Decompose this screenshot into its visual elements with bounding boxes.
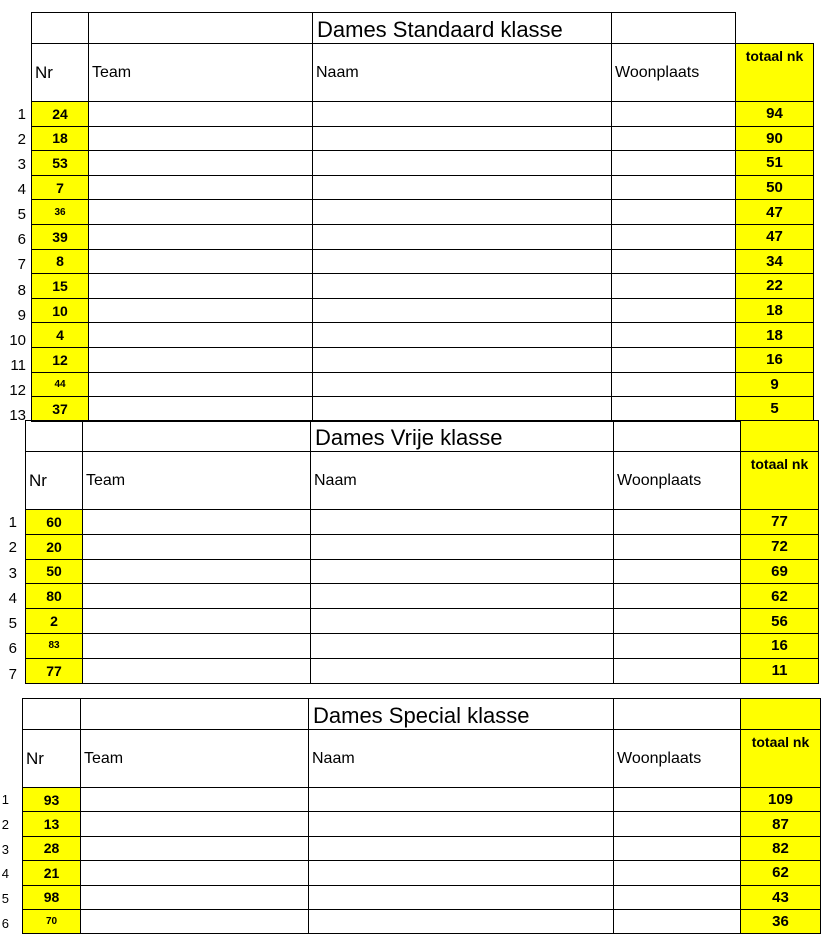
nr-cell: 13 — [23, 812, 81, 836]
woonplaats-cell — [612, 224, 736, 249]
nr-cell: 70 — [23, 909, 81, 933]
nr-cell: 12 — [32, 347, 89, 372]
totaal-cell: 22 — [736, 274, 814, 299]
totaal-cell: 47 — [736, 224, 814, 249]
totaal-cell: 69 — [741, 559, 819, 584]
naam-cell — [311, 559, 614, 584]
team-cell — [81, 812, 309, 836]
team-cell — [89, 298, 313, 323]
table-row — [32, 274, 814, 299]
naam-cell — [311, 609, 614, 634]
title-blank-cell — [89, 13, 313, 44]
woonplaats-cell — [612, 102, 736, 127]
naam-cell — [313, 175, 612, 200]
nr-cell: 7 — [32, 175, 89, 200]
nr-cell: 98 — [23, 885, 81, 909]
woonplaats-cell — [612, 274, 736, 299]
team-cell — [81, 836, 309, 860]
row-index: 5 — [8, 615, 17, 633]
title-blank-cell — [32, 13, 89, 44]
table-row — [23, 812, 821, 836]
team-cell — [89, 102, 313, 127]
row-index: 13 — [9, 407, 26, 424]
title-row — [26, 421, 819, 452]
woonplaats-cell — [612, 200, 736, 225]
naam-cell — [313, 200, 612, 225]
row-index: 2 — [1, 816, 9, 832]
header-naam: Naam — [311, 452, 614, 510]
naam-cell — [313, 323, 612, 348]
totaal-cell: 43 — [741, 885, 821, 909]
naam-cell — [309, 812, 614, 836]
row-index: 3 — [8, 564, 17, 582]
team-cell — [81, 788, 309, 812]
title-blank-cell — [26, 421, 83, 452]
section-title: Dames Vrije klasse — [311, 421, 614, 452]
header-team: Team — [81, 730, 309, 788]
title-blank-cell — [614, 421, 741, 452]
table-row — [26, 658, 819, 683]
table-row — [26, 609, 819, 634]
team-cell — [81, 909, 309, 933]
woonplaats-cell — [614, 633, 741, 658]
naam-cell — [309, 788, 614, 812]
section-title: Dames Standaard klasse — [313, 13, 612, 44]
row-index: 6 — [17, 231, 26, 249]
naam-cell — [309, 909, 614, 933]
naam-cell — [311, 534, 614, 559]
row-index: 1 — [1, 791, 9, 807]
header-naam: Naam — [313, 44, 612, 102]
header-woonplaats: Woonplaats — [614, 452, 741, 510]
naam-cell — [309, 885, 614, 909]
table-row — [23, 861, 821, 885]
table-row — [26, 559, 819, 584]
totaal-cell: 18 — [736, 298, 814, 323]
table-row — [26, 510, 819, 535]
table-row — [32, 249, 814, 274]
row-index: 4 — [1, 866, 9, 882]
nr-cell: 50 — [26, 559, 83, 584]
totaal-cell: 47 — [736, 200, 814, 225]
title-blank-cell — [741, 421, 819, 452]
woonplaats-cell — [612, 249, 736, 274]
team-cell — [89, 126, 313, 151]
team-cell — [83, 584, 311, 609]
woonplaats-cell — [614, 534, 741, 559]
nr-cell: 8 — [32, 249, 89, 274]
title-row — [23, 699, 821, 730]
naam-cell — [313, 151, 612, 176]
woonplaats-cell — [614, 909, 741, 933]
totaal-cell: 18 — [736, 323, 814, 348]
totaal-cell: 72 — [741, 534, 819, 559]
nr-cell: 20 — [26, 534, 83, 559]
row-index: 1 — [8, 513, 17, 531]
totaal-cell: 34 — [736, 249, 814, 274]
totaal-cell: 62 — [741, 861, 821, 885]
row-index: 7 — [8, 665, 17, 683]
row-index: 5 — [1, 891, 9, 907]
header-totaal-nk: totaal nk — [741, 452, 819, 510]
section-title: Dames Special klasse — [309, 699, 614, 730]
naam-cell — [311, 658, 614, 683]
totaal-cell: 87 — [741, 812, 821, 836]
totaal-cell: 5 — [736, 397, 814, 422]
header-nr: Nr — [32, 44, 89, 102]
team-cell — [89, 249, 313, 274]
row-index: 12 — [9, 381, 26, 399]
results-table — [22, 698, 821, 934]
naam-cell — [313, 372, 612, 397]
row-index: 4 — [17, 181, 26, 199]
title-blank-cell — [612, 13, 736, 44]
woonplaats-cell — [614, 584, 741, 609]
totaal-cell: 90 — [736, 126, 814, 151]
naam-cell — [309, 861, 614, 885]
team-cell — [89, 372, 313, 397]
nr-cell: 60 — [26, 510, 83, 535]
nr-cell: 28 — [23, 836, 81, 860]
woonplaats-cell — [614, 559, 741, 584]
naam-cell — [311, 510, 614, 535]
row-index: 3 — [17, 156, 26, 173]
row-index: 9 — [17, 306, 26, 324]
row-index: 8 — [17, 281, 26, 299]
team-cell — [89, 224, 313, 249]
table-row — [32, 323, 814, 348]
totaal-cell: 9 — [736, 372, 814, 397]
team-cell — [81, 885, 309, 909]
row-index: 10 — [9, 331, 26, 349]
nr-cell: 21 — [23, 861, 81, 885]
totaal-cell: 109 — [741, 788, 821, 812]
header-totaal-nk: totaal nk — [736, 44, 814, 102]
naam-cell — [313, 347, 612, 372]
nr-cell: 53 — [32, 151, 89, 176]
header-row — [23, 730, 821, 788]
header-woonplaats: Woonplaats — [614, 730, 741, 788]
totaal-cell: 51 — [736, 151, 814, 176]
nr-cell: 24 — [32, 102, 89, 127]
woonplaats-cell — [614, 510, 741, 535]
totaal-cell: 62 — [741, 584, 819, 609]
table-row — [32, 224, 814, 249]
team-cell — [89, 151, 313, 176]
woonplaats-cell — [612, 126, 736, 151]
title-blank-cell — [23, 699, 81, 730]
title-row — [32, 13, 814, 44]
woonplaats-cell — [614, 658, 741, 683]
woonplaats-cell — [612, 397, 736, 422]
table-row — [32, 397, 814, 422]
team-cell — [83, 534, 311, 559]
table-row — [32, 372, 814, 397]
team-cell — [89, 397, 313, 422]
totaal-cell: 56 — [741, 609, 819, 634]
totaal-cell: 16 — [741, 633, 819, 658]
woonplaats-cell — [614, 885, 741, 909]
title-blank-cell — [741, 699, 821, 730]
row-index: 3 — [1, 841, 9, 857]
nr-cell: 37 — [32, 397, 89, 422]
team-cell — [89, 347, 313, 372]
table-row — [32, 102, 814, 127]
table-row — [32, 347, 814, 372]
row-index: 1 — [17, 105, 26, 123]
naam-cell — [313, 397, 612, 422]
woonplaats-cell — [614, 861, 741, 885]
totaal-cell: 50 — [736, 175, 814, 200]
row-index: 11 — [10, 356, 26, 374]
nr-cell: 2 — [26, 609, 83, 634]
row-index: 6 — [8, 640, 17, 658]
header-team: Team — [83, 452, 311, 510]
totaal-cell: 16 — [736, 347, 814, 372]
table-row — [23, 909, 821, 933]
naam-cell — [313, 249, 612, 274]
header-nr: Nr — [23, 730, 81, 788]
row-index: 4 — [8, 589, 17, 607]
row-index: 5 — [17, 206, 26, 224]
naam-cell — [311, 633, 614, 658]
team-cell — [83, 609, 311, 634]
totaal-cell: 77 — [741, 510, 819, 535]
woonplaats-cell — [612, 323, 736, 348]
table-row — [32, 151, 814, 176]
nr-cell: 80 — [26, 584, 83, 609]
table-row — [32, 126, 814, 151]
woonplaats-cell — [612, 151, 736, 176]
row-index: 2 — [17, 130, 26, 148]
row-index: 2 — [8, 539, 17, 557]
team-cell — [83, 510, 311, 535]
nr-cell: 44 — [32, 372, 89, 397]
nr-cell: 39 — [32, 224, 89, 249]
woonplaats-cell — [614, 836, 741, 860]
table-row — [23, 885, 821, 909]
woonplaats-cell — [612, 372, 736, 397]
header-row — [26, 452, 819, 510]
woonplaats-cell — [612, 298, 736, 323]
team-cell — [83, 633, 311, 658]
header-row — [32, 44, 814, 102]
team-cell — [89, 274, 313, 299]
table-row — [23, 836, 821, 860]
totaal-cell: 94 — [736, 102, 814, 127]
results-table — [25, 420, 819, 684]
nr-cell: 36 — [32, 200, 89, 225]
title-blank-cell — [614, 699, 741, 730]
table-row — [32, 298, 814, 323]
header-team: Team — [89, 44, 313, 102]
nr-cell: 10 — [32, 298, 89, 323]
woonplaats-cell — [614, 788, 741, 812]
title-blank-cell — [736, 13, 814, 44]
woonplaats-cell — [614, 812, 741, 836]
naam-cell — [313, 102, 612, 127]
naam-cell — [313, 298, 612, 323]
naam-cell — [313, 224, 612, 249]
table-row — [26, 633, 819, 658]
table-row — [32, 200, 814, 225]
title-blank-cell — [81, 699, 309, 730]
table-row — [32, 175, 814, 200]
header-nr: Nr — [26, 452, 83, 510]
nr-cell: 77 — [26, 658, 83, 683]
naam-cell — [313, 274, 612, 299]
row-index: 7 — [17, 256, 26, 274]
header-naam: Naam — [309, 730, 614, 788]
header-totaal-nk: totaal nk — [741, 730, 821, 788]
table-row — [26, 534, 819, 559]
team-cell — [89, 323, 313, 348]
team-cell — [89, 200, 313, 225]
team-cell — [83, 559, 311, 584]
results-table — [31, 12, 814, 422]
team-cell — [81, 861, 309, 885]
woonplaats-cell — [614, 609, 741, 634]
nr-cell: 93 — [23, 788, 81, 812]
table-row — [26, 584, 819, 609]
woonplaats-cell — [612, 347, 736, 372]
totaal-cell: 36 — [741, 909, 821, 933]
nr-cell: 83 — [26, 633, 83, 658]
naam-cell — [313, 126, 612, 151]
nr-cell: 15 — [32, 274, 89, 299]
row-index: 6 — [1, 916, 9, 932]
team-cell — [89, 175, 313, 200]
title-blank-cell — [83, 421, 311, 452]
naam-cell — [309, 836, 614, 860]
totaal-cell: 82 — [741, 836, 821, 860]
table-row — [23, 788, 821, 812]
naam-cell — [311, 584, 614, 609]
team-cell — [83, 658, 311, 683]
header-woonplaats: Woonplaats — [612, 44, 736, 102]
nr-cell: 18 — [32, 126, 89, 151]
nr-cell: 4 — [32, 323, 89, 348]
totaal-cell: 11 — [741, 658, 819, 683]
woonplaats-cell — [612, 175, 736, 200]
